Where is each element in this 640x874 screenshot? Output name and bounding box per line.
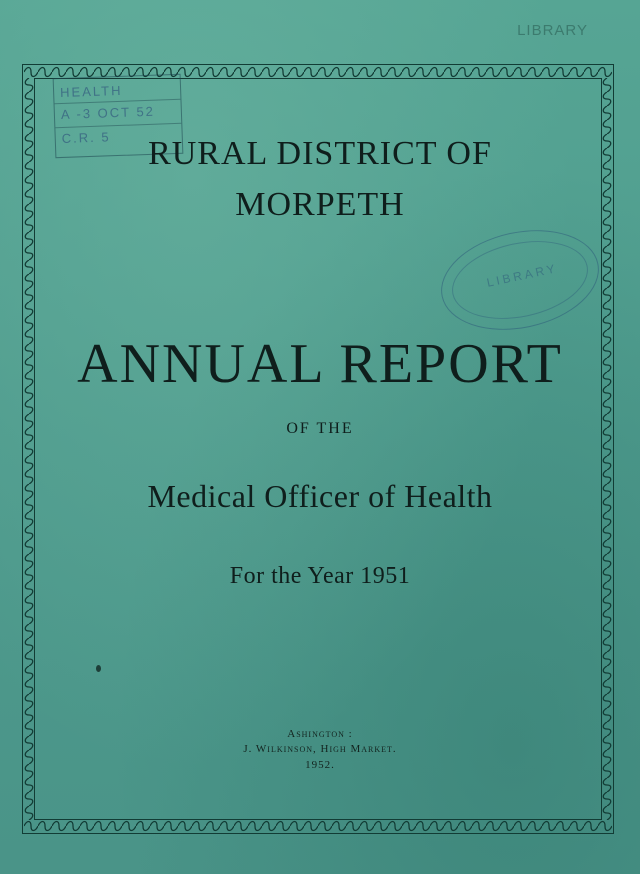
border-ornament-bottom — [24, 820, 612, 832]
imprint-place: Ashington : — [287, 728, 353, 740]
stamp-line: C.R. 5 — [61, 129, 111, 146]
district-line-1: RURAL DISTRICT OF — [148, 135, 492, 172]
of-the-line: OF THE — [286, 420, 354, 437]
imprint-year: 1952. — [305, 759, 335, 771]
officer-title: Medical Officer of Health — [147, 478, 493, 514]
stamp-divider — [55, 99, 181, 104]
stamp-text: LIBRARY — [485, 261, 559, 290]
report-title: ANNUAL REPORT — [77, 333, 563, 395]
imprint-printer: J. Wilkinson, High Market. — [243, 743, 397, 755]
stamp-line: A -3 OCT 52 — [60, 103, 156, 122]
stamp-line: HEALTH — [59, 82, 123, 101]
year-line: For the Year 1951 — [229, 563, 411, 589]
library-label: LIBRARY — [517, 22, 588, 39]
district-line-2: MORPETH — [235, 186, 405, 223]
stamp-divider — [55, 123, 181, 128]
ink-speck — [96, 665, 101, 672]
